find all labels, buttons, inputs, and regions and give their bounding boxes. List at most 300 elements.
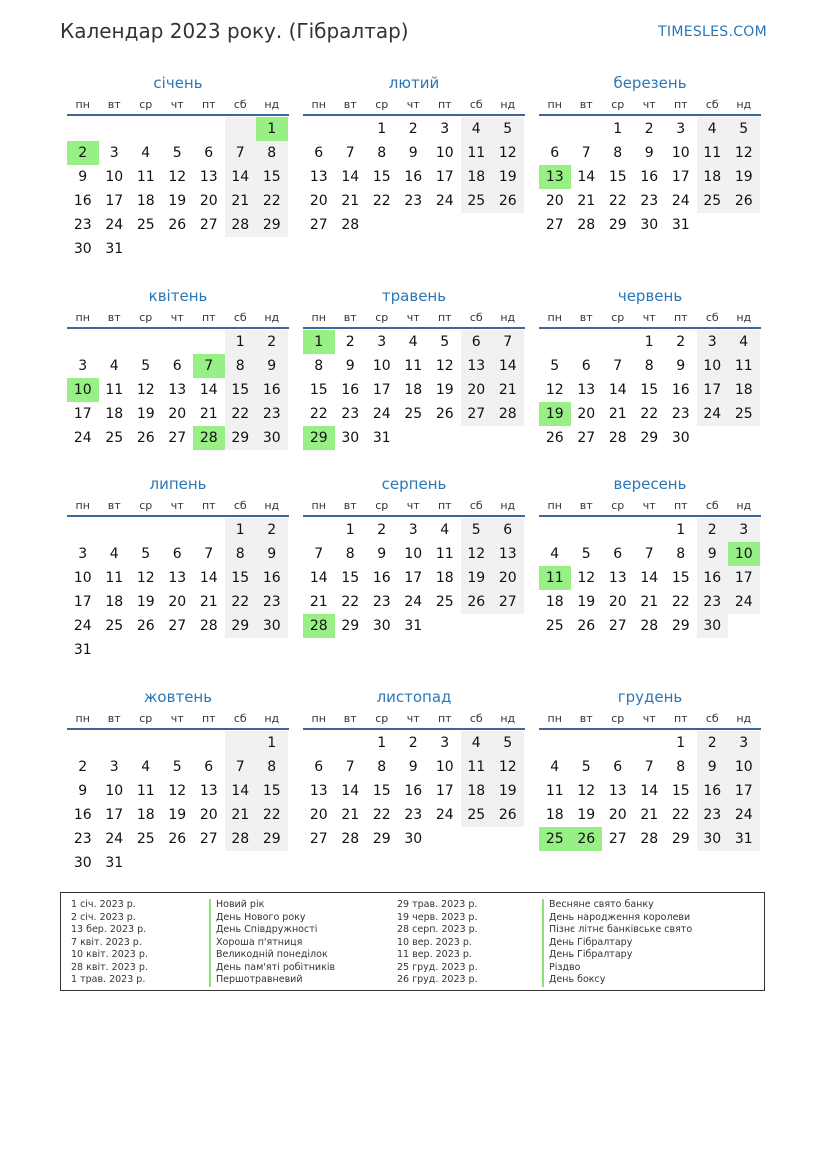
day-cell[interactable]: 11 <box>136 169 155 185</box>
day-cell[interactable]: 20 <box>461 378 493 402</box>
day-cell[interactable]: 4 <box>461 117 493 141</box>
day-cell[interactable]: 10 <box>404 546 423 562</box>
day-cell[interactable]: 25 <box>697 189 729 213</box>
day-cell[interactable]: 16 <box>671 382 690 398</box>
day-cell[interactable]: 25 <box>136 831 155 847</box>
day-cell[interactable]: 12 <box>461 542 493 566</box>
day-cell[interactable]: 14 <box>341 169 360 185</box>
day-cell[interactable]: 5 <box>172 759 182 775</box>
day-cell[interactable]: 26 <box>577 618 596 634</box>
day-cell[interactable]: 27 <box>168 618 187 634</box>
day-cell[interactable]: 8 <box>225 354 257 378</box>
day-cell[interactable]: 29 <box>303 426 335 450</box>
day-cell[interactable]: 21 <box>199 406 218 422</box>
day-cell[interactable]: 23 <box>256 590 288 614</box>
day-cell[interactable]: 10 <box>697 354 729 378</box>
day-cell[interactable]: 2 <box>644 121 654 137</box>
day-cell[interactable]: 11 <box>136 783 155 799</box>
day-cell[interactable]: 19 <box>492 165 524 189</box>
day-cell[interactable]: 25 <box>136 217 155 233</box>
day-cell[interactable]: 1 <box>303 330 335 354</box>
day-cell[interactable]: 7 <box>204 546 214 562</box>
day-cell[interactable]: 15 <box>341 570 360 586</box>
day-cell[interactable]: 21 <box>640 807 659 823</box>
day-cell[interactable]: 18 <box>404 382 423 398</box>
day-cell[interactable]: 31 <box>728 827 760 851</box>
day-cell[interactable]: 14 <box>341 783 360 799</box>
day-cell[interactable]: 9 <box>676 358 686 374</box>
day-cell[interactable]: 6 <box>314 759 324 775</box>
day-cell[interactable]: 25 <box>461 189 493 213</box>
day-cell[interactable]: 3 <box>728 518 760 542</box>
day-cell[interactable]: 29 <box>225 614 257 638</box>
day-cell[interactable]: 19 <box>136 594 155 610</box>
day-cell[interactable]: 27 <box>461 402 493 426</box>
day-cell[interactable]: 2 <box>377 522 387 538</box>
day-cell[interactable]: 26 <box>136 430 155 446</box>
day-cell[interactable]: 21 <box>640 594 659 610</box>
day-cell[interactable]: 12 <box>577 570 596 586</box>
day-cell[interactable]: 19 <box>577 807 596 823</box>
day-cell[interactable]: 8 <box>676 759 686 775</box>
day-cell[interactable]: 29 <box>256 827 288 851</box>
day-cell[interactable]: 28 <box>225 827 257 851</box>
day-cell[interactable]: 28 <box>225 213 257 237</box>
day-cell[interactable]: 1 <box>676 735 686 751</box>
day-cell[interactable]: 14 <box>309 570 328 586</box>
day-cell[interactable]: 5 <box>581 759 591 775</box>
day-cell[interactable]: 9 <box>408 759 418 775</box>
day-cell[interactable]: 1 <box>676 522 686 538</box>
day-cell[interactable]: 17 <box>404 570 423 586</box>
day-cell[interactable]: 8 <box>613 145 623 161</box>
day-cell[interactable]: 17 <box>435 169 454 185</box>
day-cell[interactable]: 2 <box>408 121 418 137</box>
day-cell[interactable]: 14 <box>199 570 218 586</box>
day-cell[interactable]: 20 <box>492 566 524 590</box>
day-cell[interactable]: 14 <box>640 570 659 586</box>
day-cell[interactable]: 25 <box>545 618 564 634</box>
day-cell[interactable]: 21 <box>225 189 257 213</box>
day-cell[interactable]: 25 <box>435 594 454 610</box>
day-cell[interactable]: 1 <box>613 121 623 137</box>
day-cell[interactable]: 27 <box>608 618 627 634</box>
day-cell[interactable]: 16 <box>697 779 729 803</box>
day-cell[interactable]: 6 <box>581 358 591 374</box>
day-cell[interactable]: 2 <box>67 141 99 165</box>
day-cell[interactable]: 5 <box>141 358 151 374</box>
day-cell[interactable]: 9 <box>78 169 88 185</box>
day-cell[interactable]: 4 <box>109 358 119 374</box>
day-cell[interactable]: 10 <box>105 169 124 185</box>
day-cell[interactable]: 4 <box>461 731 493 755</box>
day-cell[interactable]: 20 <box>168 406 187 422</box>
day-cell[interactable]: 9 <box>256 354 288 378</box>
day-cell[interactable]: 23 <box>341 406 360 422</box>
day-cell[interactable]: 12 <box>545 382 564 398</box>
day-cell[interactable]: 8 <box>314 358 324 374</box>
day-cell[interactable]: 19 <box>577 594 596 610</box>
day-cell[interactable]: 2 <box>78 759 88 775</box>
day-cell[interactable]: 13 <box>577 382 596 398</box>
day-cell[interactable]: 7 <box>345 145 355 161</box>
day-cell[interactable]: 5 <box>172 145 182 161</box>
day-cell[interactable]: 22 <box>225 590 257 614</box>
day-cell[interactable]: 22 <box>341 594 360 610</box>
day-cell[interactable]: 1 <box>256 117 288 141</box>
day-cell[interactable]: 2 <box>345 334 355 350</box>
day-cell[interactable]: 15 <box>256 779 288 803</box>
day-cell[interactable]: 6 <box>613 759 623 775</box>
day-cell[interactable]: 1 <box>345 522 355 538</box>
day-cell[interactable]: 22 <box>372 807 391 823</box>
day-cell[interactable]: 11 <box>728 354 760 378</box>
day-cell[interactable]: 6 <box>461 330 493 354</box>
day-cell[interactable]: 6 <box>172 546 182 562</box>
day-cell[interactable]: 27 <box>492 590 524 614</box>
day-cell[interactable]: 10 <box>105 783 124 799</box>
day-cell[interactable]: 7 <box>644 759 654 775</box>
day-cell[interactable]: 7 <box>345 759 355 775</box>
day-cell[interactable]: 17 <box>435 783 454 799</box>
day-cell[interactable]: 24 <box>671 193 690 209</box>
day-cell[interactable]: 12 <box>168 169 187 185</box>
day-cell[interactable]: 13 <box>492 542 524 566</box>
day-cell[interactable]: 3 <box>440 121 450 137</box>
day-cell[interactable]: 23 <box>73 831 92 847</box>
day-cell[interactable]: 19 <box>168 193 187 209</box>
day-cell[interactable]: 14 <box>199 382 218 398</box>
day-cell[interactable]: 20 <box>199 193 218 209</box>
day-cell[interactable]: 31 <box>73 642 92 658</box>
day-cell[interactable]: 4 <box>141 145 151 161</box>
day-cell[interactable]: 23 <box>404 807 423 823</box>
day-cell[interactable]: 6 <box>172 358 182 374</box>
day-cell[interactable]: 4 <box>697 117 729 141</box>
day-cell[interactable]: 20 <box>577 406 596 422</box>
day-cell[interactable]: 9 <box>78 783 88 799</box>
day-cell[interactable]: 18 <box>461 779 493 803</box>
day-cell[interactable]: 7 <box>193 354 225 378</box>
day-cell[interactable]: 14 <box>608 382 627 398</box>
day-cell[interactable]: 22 <box>671 807 690 823</box>
day-cell[interactable]: 16 <box>256 378 288 402</box>
day-cell[interactable]: 23 <box>372 594 391 610</box>
day-cell[interactable]: 25 <box>461 803 493 827</box>
day-cell[interactable]: 10 <box>728 542 760 566</box>
day-cell[interactable]: 18 <box>435 570 454 586</box>
day-cell[interactable]: 13 <box>608 783 627 799</box>
day-cell[interactable]: 29 <box>256 213 288 237</box>
day-cell[interactable]: 28 <box>199 618 218 634</box>
day-cell[interactable]: 7 <box>581 145 591 161</box>
day-cell[interactable]: 8 <box>256 755 288 779</box>
day-cell[interactable]: 18 <box>136 193 155 209</box>
day-cell[interactable]: 31 <box>105 855 124 871</box>
day-cell[interactable]: 15 <box>256 165 288 189</box>
day-cell[interactable]: 12 <box>136 382 155 398</box>
day-cell[interactable]: 9 <box>345 358 355 374</box>
day-cell[interactable]: 6 <box>613 546 623 562</box>
day-cell[interactable]: 13 <box>199 169 218 185</box>
day-cell[interactable]: 24 <box>697 402 729 426</box>
day-cell[interactable]: 3 <box>408 522 418 538</box>
day-cell[interactable]: 25 <box>404 406 423 422</box>
day-cell[interactable]: 15 <box>372 783 391 799</box>
day-cell[interactable]: 23 <box>671 406 690 422</box>
day-cell[interactable]: 30 <box>73 241 92 257</box>
day-cell[interactable]: 22 <box>256 189 288 213</box>
day-cell[interactable]: 11 <box>539 566 571 590</box>
day-cell[interactable]: 27 <box>168 430 187 446</box>
day-cell[interactable]: 4 <box>550 759 560 775</box>
day-cell[interactable]: 13 <box>309 169 328 185</box>
day-cell[interactable]: 27 <box>608 831 627 847</box>
day-cell[interactable]: 16 <box>404 783 423 799</box>
day-cell[interactable]: 9 <box>697 542 729 566</box>
day-cell[interactable]: 20 <box>309 807 328 823</box>
day-cell[interactable]: 8 <box>644 358 654 374</box>
day-cell[interactable]: 17 <box>728 566 760 590</box>
day-cell[interactable]: 2 <box>256 518 288 542</box>
day-cell[interactable]: 6 <box>204 759 214 775</box>
day-cell[interactable]: 8 <box>676 546 686 562</box>
day-cell[interactable]: 26 <box>435 406 454 422</box>
day-cell[interactable]: 30 <box>404 831 423 847</box>
day-cell[interactable]: 17 <box>372 382 391 398</box>
day-cell[interactable]: 28 <box>492 402 524 426</box>
day-cell[interactable]: 22 <box>309 406 328 422</box>
day-cell[interactable]: 19 <box>168 807 187 823</box>
day-cell[interactable]: 24 <box>105 831 124 847</box>
day-cell[interactable]: 17 <box>697 378 729 402</box>
day-cell[interactable]: 24 <box>728 590 760 614</box>
day-cell[interactable]: 4 <box>141 759 151 775</box>
day-cell[interactable]: 14 <box>492 354 524 378</box>
day-cell[interactable]: 13 <box>168 570 187 586</box>
day-cell[interactable]: 4 <box>550 546 560 562</box>
day-cell[interactable]: 10 <box>671 145 690 161</box>
day-cell[interactable]: 11 <box>105 382 124 398</box>
day-cell[interactable]: 20 <box>608 594 627 610</box>
day-cell[interactable]: 28 <box>640 831 659 847</box>
day-cell[interactable]: 15 <box>671 570 690 586</box>
day-cell[interactable]: 28 <box>341 217 360 233</box>
day-cell[interactable]: 11 <box>404 358 423 374</box>
day-cell[interactable]: 30 <box>697 827 729 851</box>
day-cell[interactable]: 10 <box>435 759 454 775</box>
day-cell[interactable]: 18 <box>728 378 760 402</box>
day-cell[interactable]: 26 <box>571 827 603 851</box>
day-cell[interactable]: 24 <box>372 406 391 422</box>
day-cell[interactable]: 15 <box>671 783 690 799</box>
day-cell[interactable]: 1 <box>225 330 257 354</box>
day-cell[interactable]: 19 <box>492 779 524 803</box>
day-cell[interactable]: 15 <box>225 378 257 402</box>
day-cell[interactable]: 26 <box>728 189 760 213</box>
day-cell[interactable]: 25 <box>539 827 571 851</box>
day-cell[interactable]: 30 <box>697 614 729 638</box>
day-cell[interactable]: 14 <box>225 779 257 803</box>
day-cell[interactable]: 17 <box>73 594 92 610</box>
day-cell[interactable]: 19 <box>539 402 571 426</box>
day-cell[interactable]: 20 <box>309 193 328 209</box>
day-cell[interactable]: 30 <box>341 430 360 446</box>
day-cell[interactable]: 1 <box>377 735 387 751</box>
day-cell[interactable]: 2 <box>697 731 729 755</box>
day-cell[interactable]: 31 <box>671 217 690 233</box>
day-cell[interactable]: 28 <box>608 430 627 446</box>
day-cell[interactable]: 12 <box>492 141 524 165</box>
day-cell[interactable]: 22 <box>225 402 257 426</box>
day-cell[interactable]: 12 <box>168 783 187 799</box>
day-cell[interactable]: 4 <box>408 334 418 350</box>
day-cell[interactable]: 11 <box>545 783 564 799</box>
day-cell[interactable]: 2 <box>256 330 288 354</box>
day-cell[interactable]: 19 <box>728 165 760 189</box>
day-cell[interactable]: 10 <box>435 145 454 161</box>
day-cell[interactable]: 16 <box>640 169 659 185</box>
day-cell[interactable]: 27 <box>309 217 328 233</box>
day-cell[interactable]: 3 <box>78 546 88 562</box>
day-cell[interactable]: 30 <box>256 614 288 638</box>
day-cell[interactable]: 15 <box>640 382 659 398</box>
day-cell[interactable]: 4 <box>728 330 760 354</box>
day-cell[interactable]: 7 <box>314 546 324 562</box>
day-cell[interactable]: 22 <box>608 193 627 209</box>
day-cell[interactable]: 21 <box>492 378 524 402</box>
day-cell[interactable]: 28 <box>303 614 335 638</box>
day-cell[interactable]: 24 <box>73 430 92 446</box>
day-cell[interactable]: 16 <box>341 382 360 398</box>
day-cell[interactable]: 14 <box>577 169 596 185</box>
day-cell[interactable]: 14 <box>640 783 659 799</box>
day-cell[interactable]: 26 <box>545 430 564 446</box>
day-cell[interactable]: 5 <box>492 117 524 141</box>
day-cell[interactable]: 21 <box>225 803 257 827</box>
day-cell[interactable]: 7 <box>225 755 257 779</box>
day-cell[interactable]: 17 <box>105 193 124 209</box>
day-cell[interactable]: 8 <box>377 759 387 775</box>
day-cell[interactable]: 27 <box>577 430 596 446</box>
day-cell[interactable]: 30 <box>372 618 391 634</box>
day-cell[interactable]: 28 <box>577 217 596 233</box>
day-cell[interactable]: 18 <box>545 594 564 610</box>
day-cell[interactable]: 15 <box>372 169 391 185</box>
day-cell[interactable]: 7 <box>492 330 524 354</box>
day-cell[interactable]: 11 <box>435 546 454 562</box>
day-cell[interactable]: 3 <box>109 759 119 775</box>
day-cell[interactable]: 10 <box>728 755 760 779</box>
day-cell[interactable]: 10 <box>73 570 92 586</box>
day-cell[interactable]: 16 <box>73 193 92 209</box>
day-cell[interactable]: 23 <box>697 803 729 827</box>
day-cell[interactable]: 18 <box>105 594 124 610</box>
day-cell[interactable]: 7 <box>644 546 654 562</box>
day-cell[interactable]: 11 <box>461 141 493 165</box>
day-cell[interactable]: 22 <box>671 594 690 610</box>
day-cell[interactable]: 27 <box>545 217 564 233</box>
day-cell[interactable]: 16 <box>73 807 92 823</box>
day-cell[interactable]: 30 <box>640 217 659 233</box>
day-cell[interactable]: 31 <box>404 618 423 634</box>
day-cell[interactable]: 7 <box>225 141 257 165</box>
day-cell[interactable]: 14 <box>225 165 257 189</box>
day-cell[interactable]: 3 <box>109 145 119 161</box>
day-cell[interactable]: 12 <box>577 783 596 799</box>
day-cell[interactable]: 9 <box>408 145 418 161</box>
day-cell[interactable]: 9 <box>697 755 729 779</box>
day-cell[interactable]: 6 <box>492 518 524 542</box>
day-cell[interactable]: 5 <box>461 518 493 542</box>
day-cell[interactable]: 12 <box>435 358 454 374</box>
day-cell[interactable]: 4 <box>440 522 450 538</box>
day-cell[interactable]: 22 <box>256 803 288 827</box>
day-cell[interactable]: 1 <box>377 121 387 137</box>
day-cell[interactable]: 21 <box>577 193 596 209</box>
day-cell[interactable]: 12 <box>492 755 524 779</box>
day-cell[interactable]: 5 <box>492 731 524 755</box>
day-cell[interactable]: 13 <box>539 165 571 189</box>
day-cell[interactable]: 21 <box>341 193 360 209</box>
day-cell[interactable]: 24 <box>435 807 454 823</box>
day-cell[interactable]: 29 <box>608 217 627 233</box>
day-cell[interactable]: 20 <box>545 193 564 209</box>
day-cell[interactable]: 19 <box>435 382 454 398</box>
day-cell[interactable]: 3 <box>676 121 686 137</box>
day-cell[interactable]: 5 <box>141 546 151 562</box>
day-cell[interactable]: 28 <box>193 426 225 450</box>
day-cell[interactable]: 31 <box>105 241 124 257</box>
day-cell[interactable]: 29 <box>671 831 690 847</box>
day-cell[interactable]: 8 <box>256 141 288 165</box>
day-cell[interactable]: 21 <box>341 807 360 823</box>
day-cell[interactable]: 16 <box>256 566 288 590</box>
day-cell[interactable]: 27 <box>199 831 218 847</box>
day-cell[interactable]: 11 <box>697 141 729 165</box>
day-cell[interactable]: 23 <box>697 590 729 614</box>
day-cell[interactable]: 23 <box>640 193 659 209</box>
day-cell[interactable]: 12 <box>728 141 760 165</box>
day-cell[interactable]: 6 <box>550 145 560 161</box>
day-cell[interactable]: 20 <box>199 807 218 823</box>
day-cell[interactable]: 16 <box>404 169 423 185</box>
day-cell[interactable]: 24 <box>728 803 760 827</box>
day-cell[interactable]: 19 <box>461 566 493 590</box>
day-cell[interactable]: 8 <box>225 542 257 566</box>
day-cell[interactable]: 15 <box>309 382 328 398</box>
day-cell[interactable]: 29 <box>640 430 659 446</box>
day-cell[interactable]: 23 <box>404 193 423 209</box>
day-cell[interactable]: 24 <box>105 217 124 233</box>
day-cell[interactable]: 26 <box>492 189 524 213</box>
day-cell[interactable]: 25 <box>728 402 760 426</box>
day-cell[interactable]: 21 <box>309 594 328 610</box>
day-cell[interactable]: 6 <box>204 145 214 161</box>
day-cell[interactable]: 11 <box>461 755 493 779</box>
day-cell[interactable]: 13 <box>608 570 627 586</box>
day-cell[interactable]: 2 <box>408 735 418 751</box>
day-cell[interactable]: 26 <box>461 590 493 614</box>
day-cell[interactable]: 7 <box>613 358 623 374</box>
day-cell[interactable]: 28 <box>640 618 659 634</box>
day-cell[interactable]: 30 <box>73 855 92 871</box>
day-cell[interactable]: 23 <box>73 217 92 233</box>
day-cell[interactable]: 18 <box>105 406 124 422</box>
day-cell[interactable]: 8 <box>345 546 355 562</box>
day-cell[interactable]: 24 <box>73 618 92 634</box>
day-cell[interactable]: 19 <box>136 406 155 422</box>
